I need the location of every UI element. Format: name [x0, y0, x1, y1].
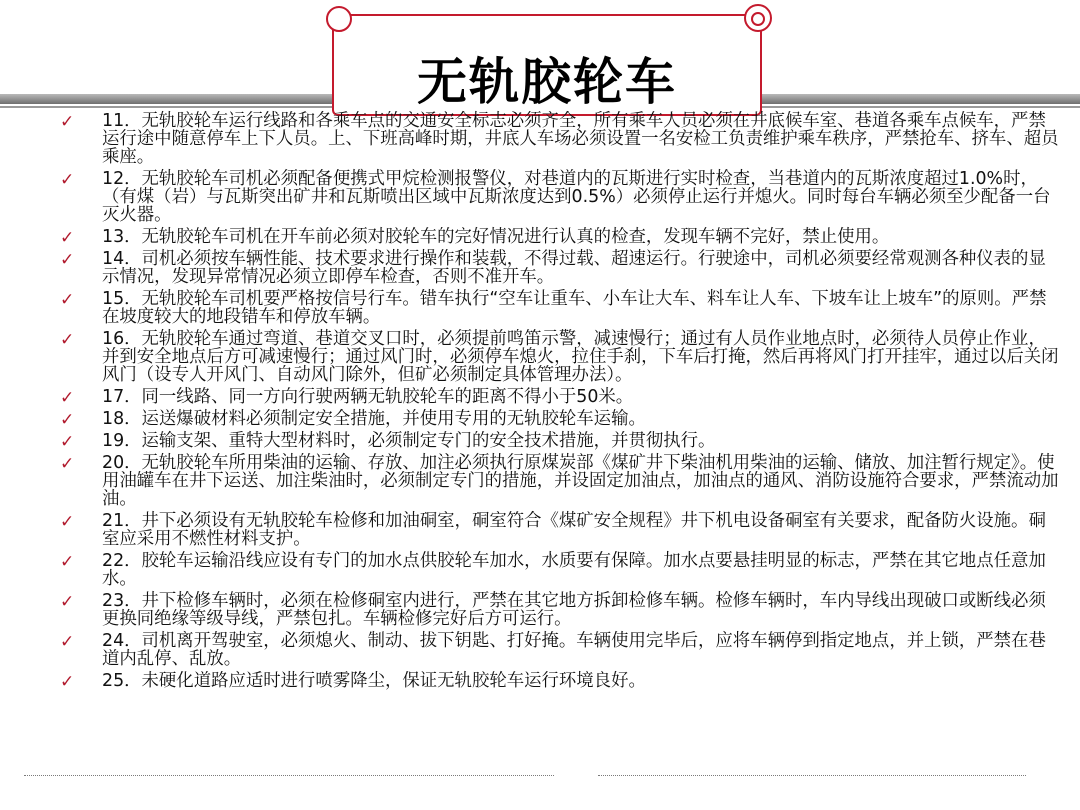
rule-text: 15．无轨胶轮车司机要严格按信号行车。错车执行“空车让重车、小车让大车、料车让人车、下坡车让上坡车”的原则。严禁在坡度较大的地段错车和停放车辆。 — [102, 289, 1047, 327]
scroll-curl-decoration — [751, 12, 765, 26]
rule-text: 25．未硬化道路应适时进行喷雾降尘，保证无轨胶轮车运行环境良好。 — [102, 671, 646, 691]
checkmark-icon: ✓ — [60, 552, 75, 572]
checkmark-icon: ✓ — [60, 592, 75, 612]
rule-text: 19．运输支架、重特大型材料时，必须制定专门的安全技术措施，并贯彻执行。 — [102, 431, 716, 451]
rule-text: 22．胶轮车运输沿线应设有专门的加水点供胶轮车加水，水质要有保障。加水点要悬挂明显的标志，严禁在其它地点任意加水。 — [102, 551, 1046, 589]
list-item — [60, 512, 1060, 548]
rule-text: 24．司机离开驾驶室，必须熄火、制动、拔下钥匙、打好掩。车辆使用完毕后，应将车辆停到指定地点，并上锁，严禁在巷道内乱停、乱放。 — [102, 631, 1046, 669]
list-item — [60, 432, 1060, 450]
list-item — [60, 290, 1060, 326]
checkmark-icon: ✓ — [60, 632, 75, 652]
list-item — [60, 454, 1060, 508]
checkmark-icon: ✓ — [60, 672, 75, 692]
footer-dotted-divider-right — [598, 775, 1026, 776]
list-item — [60, 330, 1060, 384]
page-title: 无轨胶轮车 — [417, 53, 677, 111]
rule-text: 14．司机必须按车辆性能、技术要求进行操作和装载，不得过载、超速运行。行驶途中，司机必须要经常观测各种仪表的显示情况，发现异常情况必须立即停车检查，否则不准开车。 — [102, 249, 1046, 287]
title-scroll-banner — [332, 14, 762, 116]
list-item — [60, 112, 1060, 166]
list-item — [60, 592, 1060, 628]
list-item — [60, 410, 1060, 428]
checkmark-icon: ✓ — [60, 512, 75, 532]
rule-text: 12．无轨胶轮车司机必须配备便携式甲烷检测报警仪，对巷道内的瓦斯进行实时检查，当巷道内的瓦斯浓度超过1.0%时，（有煤（岩）与瓦斯突出矿井和瓦斯喷出区域中瓦斯浓度达到0.5%）必须停止运行并熄火。同时每台车辆必须至少配备一台灭火器。 — [102, 169, 1051, 225]
checkmark-icon: ✓ — [60, 410, 75, 430]
rule-text: 11．无轨胶轮车运行线路和各乘车点的交通安全标志必须齐全，所有乘车人员必须在井底候车室、巷道各乘车点候车，严禁运行途中随意停车上下人员。上、下班高峰时期，井底人车场必须设置一名安检工负责维护乘车秩序，严禁抢车、挤车、超员乘座。 — [102, 111, 1059, 167]
checkmark-icon: ✓ — [60, 290, 75, 310]
checkmark-icon: ✓ — [60, 454, 75, 474]
checkmark-icon: ✓ — [60, 250, 75, 270]
rule-text: 23．井下检修车辆时，必须在检修硐室内进行，严禁在其它地方拆卸检修车辆。检修车辆时，车内导线出现破口或断线必须更换同绝缘等级导线，严禁包扎。车辆检修完好后方可运行。 — [102, 591, 1046, 629]
list-item — [60, 250, 1060, 286]
checkmark-icon: ✓ — [60, 330, 75, 350]
rule-text: 17．同一线路、同一方向行驶两辆无轨胶轮车的距离不得小于50米。 — [102, 387, 634, 407]
footer-dotted-divider-left — [24, 775, 554, 776]
checkmark-icon: ✓ — [60, 228, 75, 248]
checkmark-icon: ✓ — [60, 388, 75, 408]
rule-text: 13．无轨胶轮车司机在开车前必须对胶轮车的完好情况进行认真的检查，发现车辆不完好，禁止使用。 — [102, 227, 890, 247]
rule-text: 18．运送爆破材料必须制定安全措施，并使用专用的无轨胶轮车运输。 — [102, 409, 646, 429]
rule-text: 21．井下必须设有无轨胶轮车检修和加油硐室，硐室符合《煤矿安全规程》井下机电设备硐室有关要求，配备防火设施。硐室应采用不燃性材料支护。 — [102, 511, 1046, 549]
list-item — [60, 632, 1060, 668]
list-item — [60, 552, 1060, 588]
rule-text: 16．无轨胶轮车通过弯道、巷道交叉口时，必须提前鸣笛示警，减速慢行；通过有人员作业地点时，必须待人员停止作业，并到安全地点后方可减速慢行；通过风门时，必须停车熄火，拉住手刹，下车后打掩，然后再将风门打开挂牢，通过以后关闭风门（设专人开风门、自动风门除外，但矿必须制定具体管理办法）。 — [102, 329, 1059, 385]
list-item — [60, 170, 1060, 224]
list-item — [60, 228, 1060, 246]
rules-list — [60, 112, 1060, 694]
list-item — [60, 672, 1060, 690]
rule-text: 20．无轨胶轮车所用柴油的运输、存放、加注必须执行原煤炭部《煤矿井下柴油机用柴油的运输、储放、加注暂行规定》。使用油罐车在井下运送、加注柴油时，必须制定专门的措施，并设固定加油点，加油点的通风、消防设施符合要求，严禁流动加油。 — [102, 453, 1059, 509]
checkmark-icon: ✓ — [60, 170, 75, 190]
list-item — [60, 388, 1060, 406]
checkmark-icon: ✓ — [60, 112, 75, 132]
checkmark-icon: ✓ — [60, 432, 75, 452]
